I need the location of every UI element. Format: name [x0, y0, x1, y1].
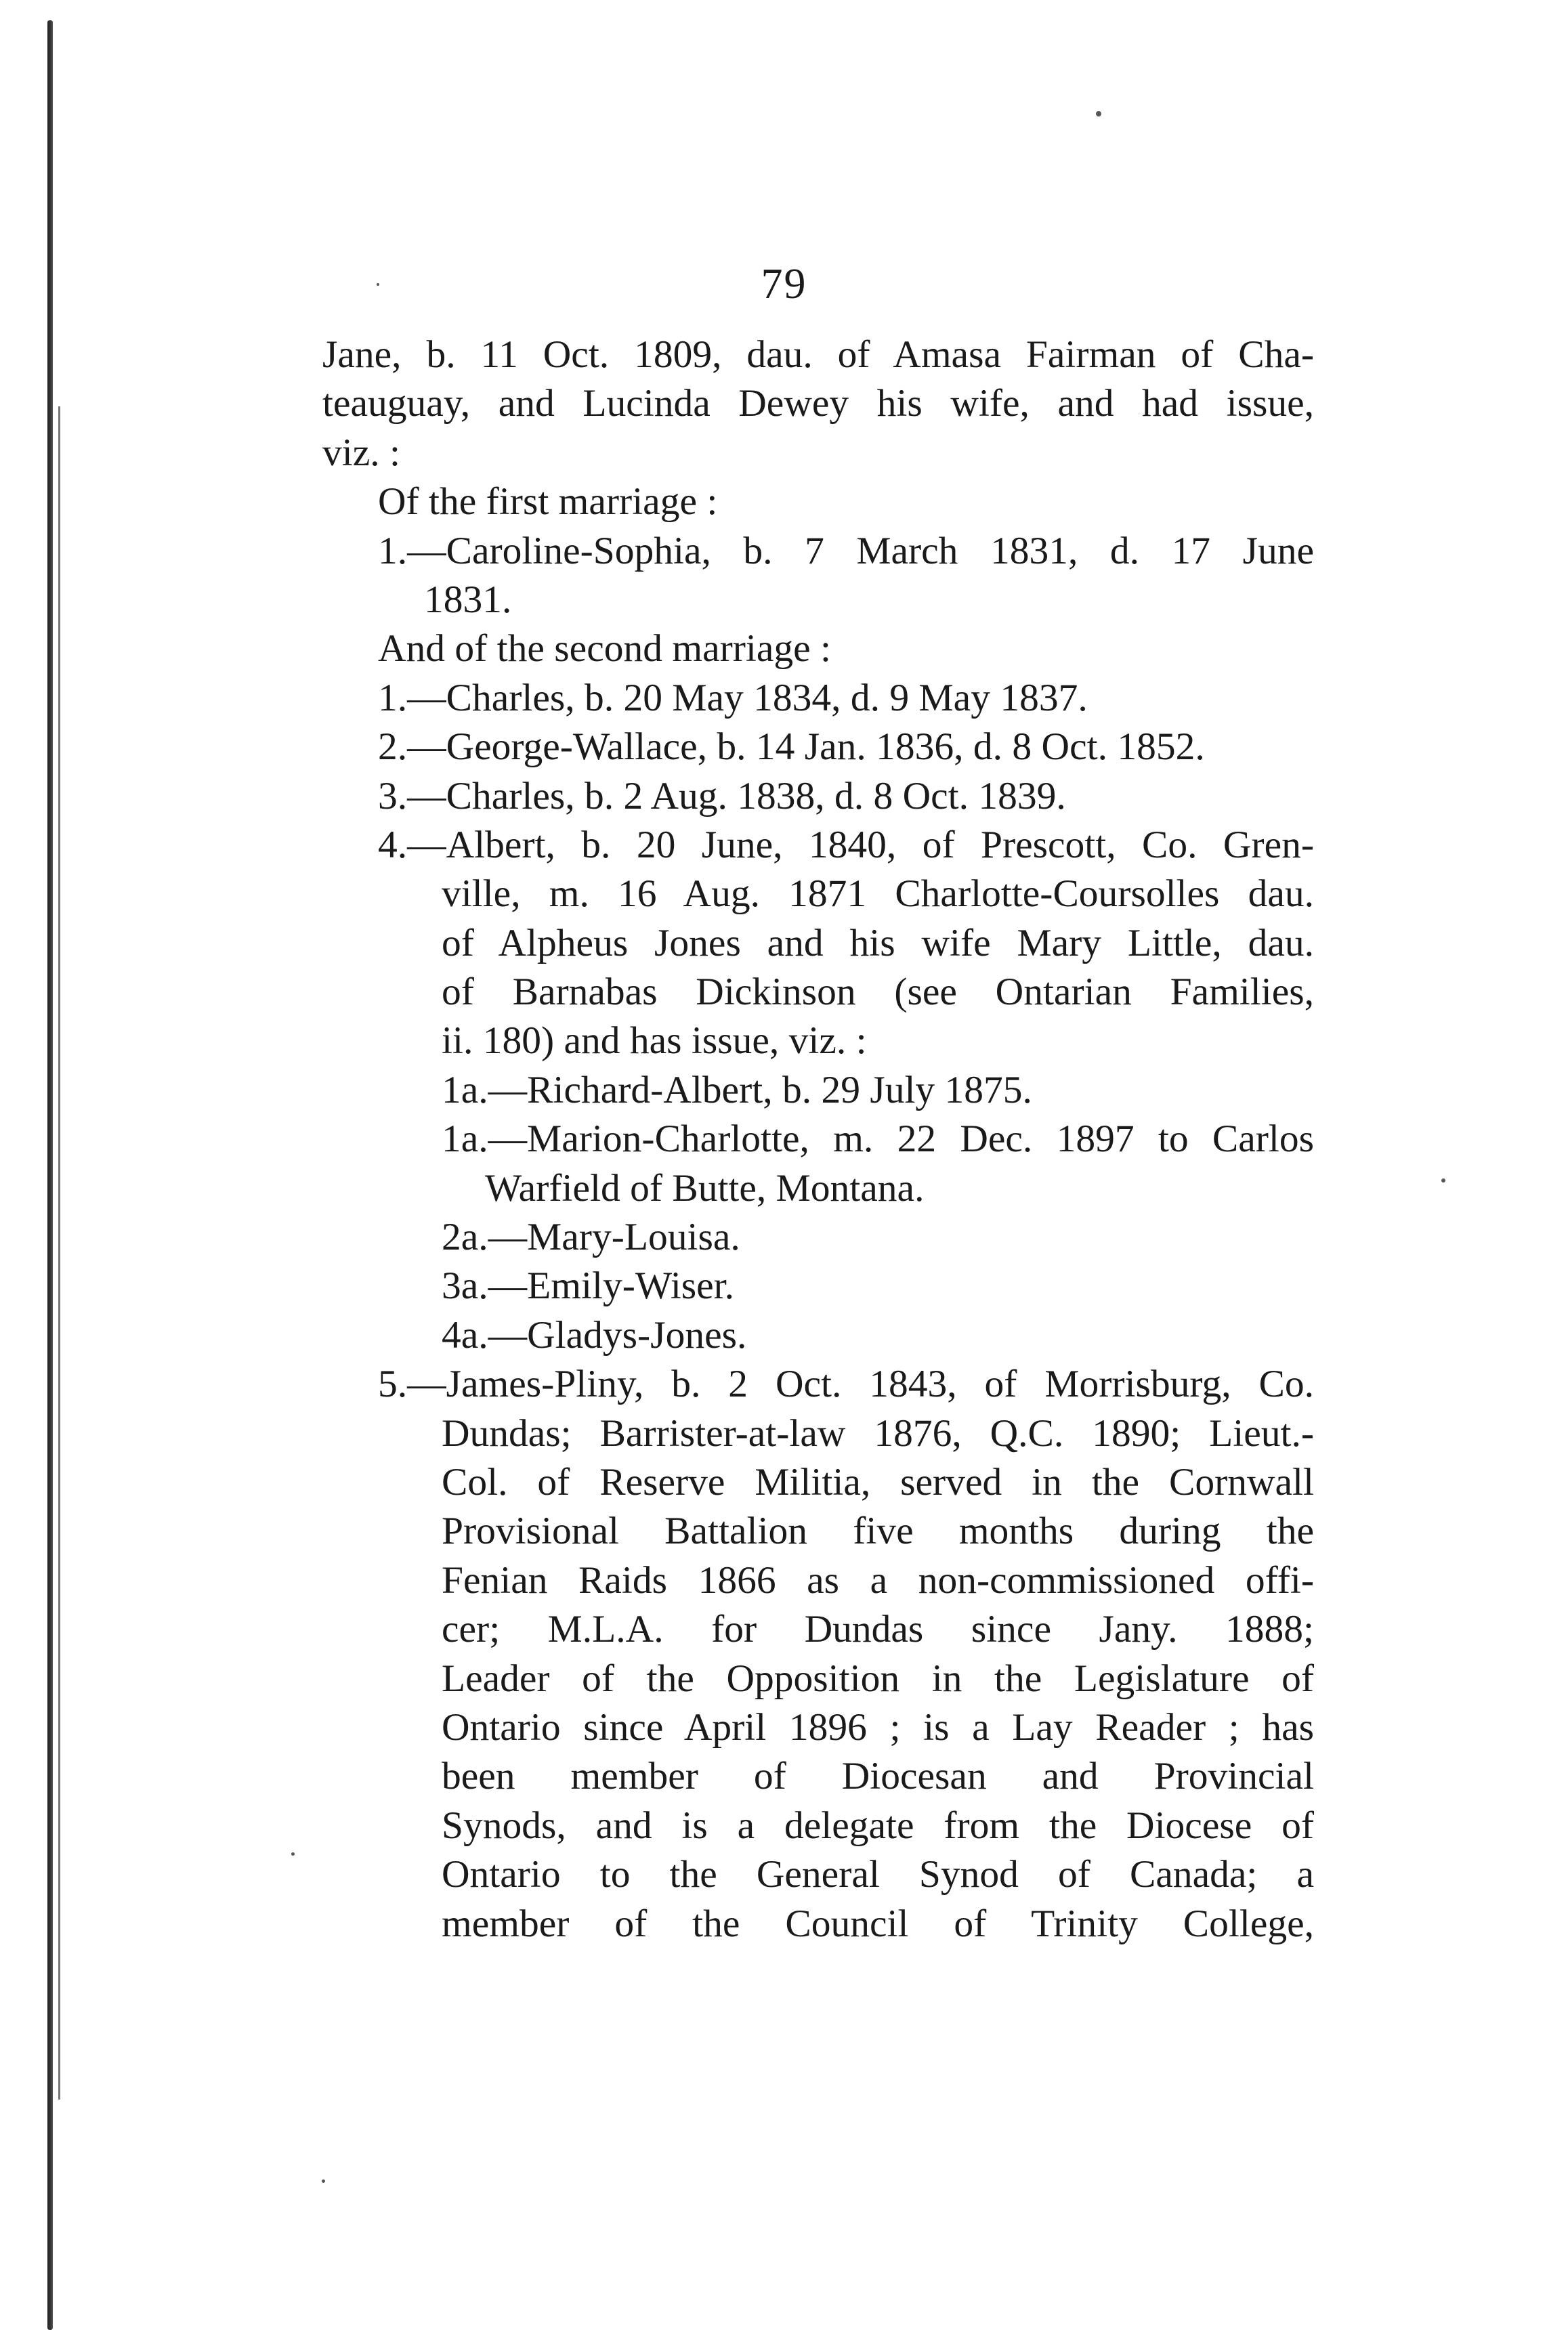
text-line: 1a.—Richard-Albert, b. 29 July 1875.	[442, 1068, 1032, 1111]
text-line: Col. of Reserve Militia, served in the Cornwall	[442, 1460, 1314, 1504]
text-line: of Barnabas Dickinson (see Ontarian Families,	[442, 971, 1314, 1014]
text-line: 5.—James-Pliny, b. 2 Oct. 1843, of Morrisburg, Co.	[378, 1363, 1314, 1406]
page-speck	[322, 2179, 325, 2183]
text-line: Warfield of Butte, Montana.	[485, 1166, 925, 1210]
text-line: 1a.—Marion-Charlotte, m. 22 Dec. 1897 to Carlos	[442, 1117, 1314, 1161]
text-line: And of the second marriage :	[378, 627, 831, 670]
text-line: 3a.—Emily-Wiser.	[442, 1264, 735, 1308]
text-line: 2.—George-Wallace, b. 14 Jan. 1836, d. 8 Oct. 1852.	[378, 725, 1205, 769]
text-line: 1.—Caroline-Sophia, b. 7 March 1831, d. 17 June	[378, 529, 1314, 572]
text-line: Provisional Battalion five months during the	[442, 1510, 1314, 1553]
text-line: Of the first marriage :	[378, 480, 718, 524]
text-line: ii. 180) and has issue, viz. :	[442, 1019, 867, 1063]
page-number: 79	[761, 259, 807, 307]
text-line: 1.—Charles, b. 20 May 1834, d. 9 May 1837.	[378, 676, 1088, 719]
text-line: viz. :	[322, 431, 400, 474]
page-speck	[1441, 1178, 1445, 1183]
text-line: ville, m. 16 Aug. 1871 Charlotte-Coursolles dau.	[442, 872, 1314, 916]
text-line: 1831.	[424, 578, 512, 621]
text-line: 2a.—Mary-Louisa.	[442, 1216, 740, 1259]
page-binding-edge	[47, 20, 53, 2330]
text-line: 3.—Charles, b. 2 Aug. 1838, d. 8 Oct. 1839.	[378, 774, 1066, 817]
text-line: Leader of the Opposition in the Legislature of	[442, 1657, 1314, 1700]
page-speck	[1096, 111, 1101, 116]
text-line: Synods, and is a delegate from the Diocese of	[442, 1804, 1314, 1847]
text-line: 4a.—Gladys-Jones.	[442, 1313, 747, 1357]
text-line: Dundas; Barrister-at-law 1876, Q.C. 1890; Lieut.-	[442, 1411, 1314, 1455]
page-speck	[291, 1852, 295, 1856]
text-line: Ontario to the General Synod of Canada; a	[442, 1853, 1314, 1896]
text-line: Fenian Raids 1866 as a non-commissioned offi-	[442, 1558, 1314, 1602]
text-line: cer; M.L.A. for Dundas since Jany. 1888;	[442, 1608, 1314, 1651]
text-line: member of the Council of Trinity College,	[442, 1902, 1314, 1945]
text-line: Jane, b. 11 Oct. 1809, dau. of Amasa Fairman of Cha-	[322, 333, 1314, 376]
text-line: teauguay, and Lucinda Dewey his wife, and had issue,	[322, 382, 1314, 425]
genealogy-text	[322, 331, 1314, 1949]
page-binding-shadow	[58, 406, 60, 2100]
text-line: Ontario since April 1896 ; is a Lay Reader ; has	[442, 1705, 1314, 1749]
text-line: 4.—Albert, b. 20 June, 1840, of Prescott, Co. Gren-	[378, 823, 1314, 866]
text-line: of Alpheus Jones and his wife Mary Little, dau.	[442, 921, 1314, 964]
text-line: been member of Diocesan and Provincial	[442, 1755, 1314, 1798]
